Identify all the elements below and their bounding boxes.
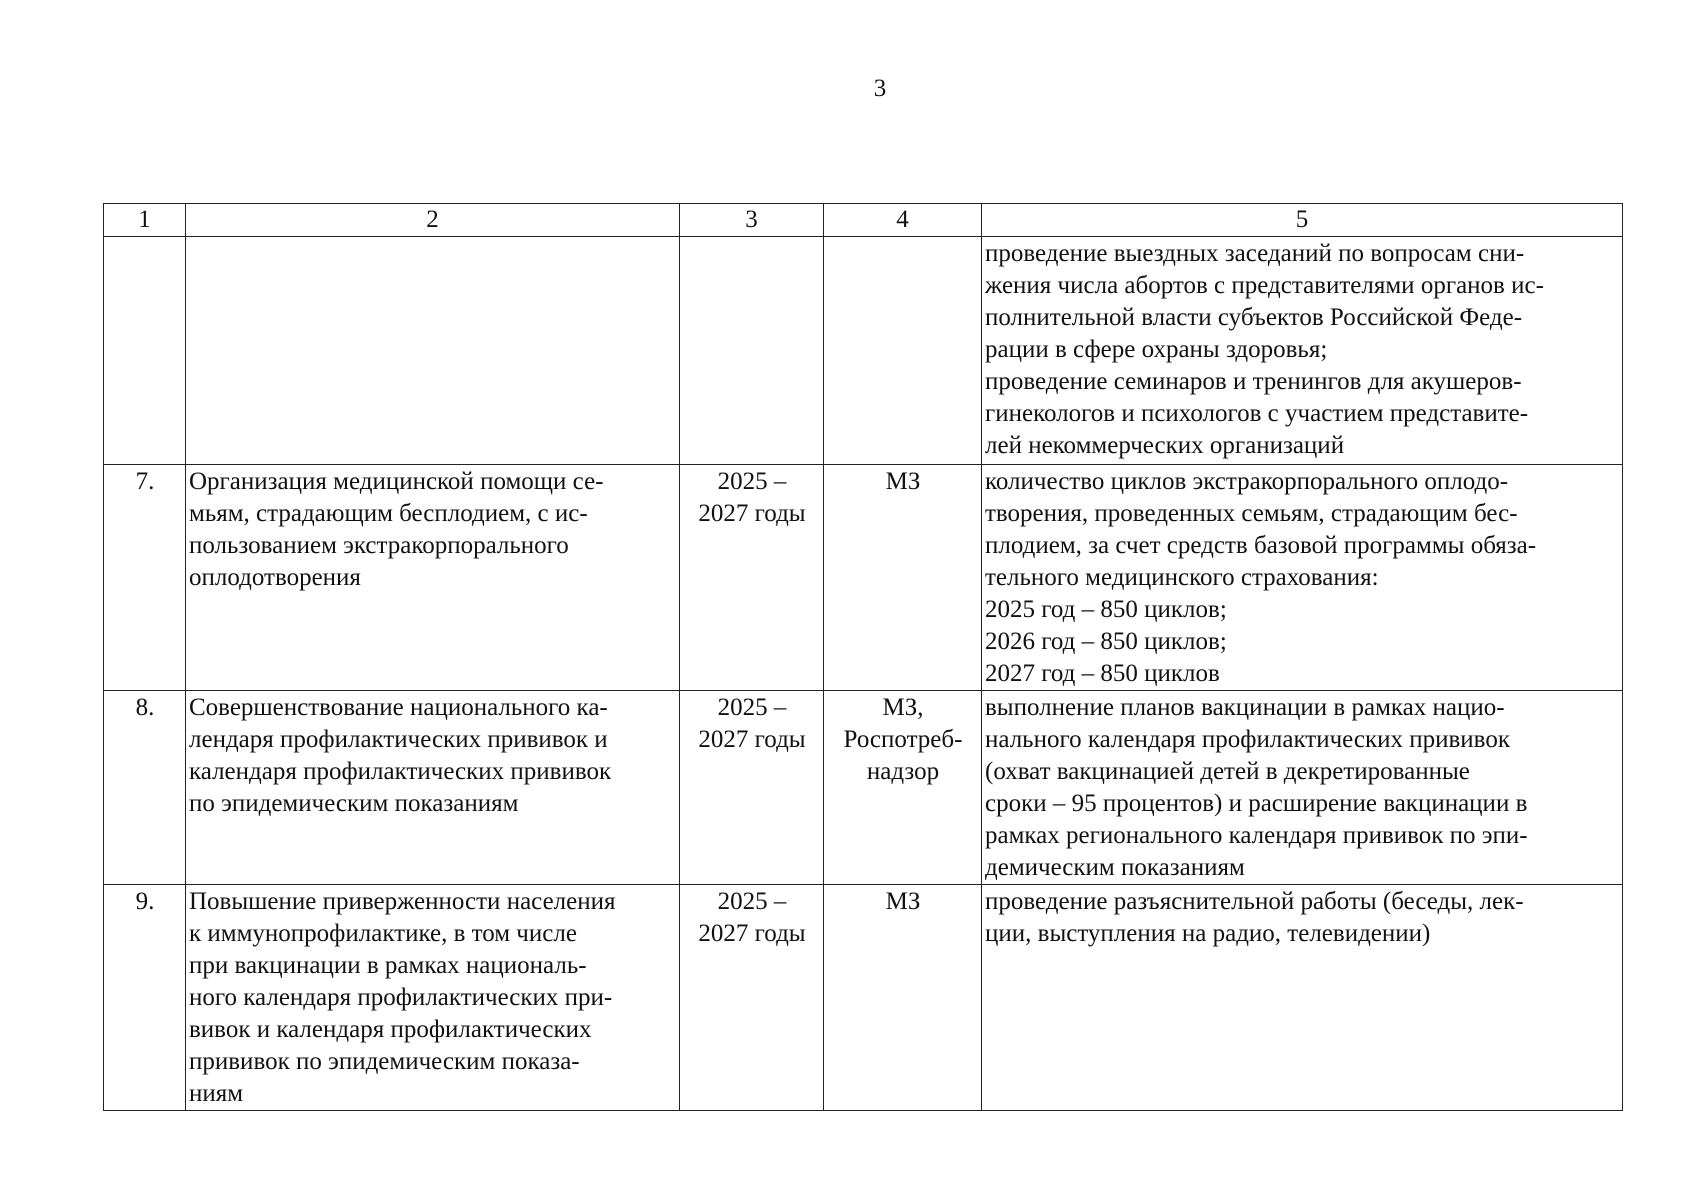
cell-measure [186, 237, 680, 465]
result-line: нального календаря профилактических прививок [985, 726, 1510, 753]
cell-num: 7. [104, 465, 186, 691]
responsible-line: надзор [866, 758, 940, 785]
period-line: 2027 годы [698, 726, 806, 753]
cell-responsible [824, 691, 982, 885]
result-line: плодием, за счет средств базовой программы обяза- [985, 532, 1537, 559]
result-line: проведение выездных заседаний по вопросам сни- [985, 240, 1525, 267]
measure-line: Совершенствование национального ка- [189, 694, 608, 721]
period-line: 2025 – [717, 694, 787, 721]
cell-result [982, 465, 1623, 691]
period-line: 2025 – [717, 468, 787, 495]
period-line: 2025 – [717, 888, 787, 915]
result-line: проведение разъяснительной работы (беседы, лек- [985, 888, 1524, 915]
page-number: 3 [873, 75, 887, 102]
activities-table [103, 203, 1623, 1111]
measure-line: Повышение приверженности населения [189, 888, 616, 915]
result-line: лей некоммерческих организаций [985, 432, 1345, 459]
cell-period [680, 465, 824, 691]
measure-line: ниям [189, 1080, 244, 1107]
column-header-3: 3 [680, 204, 824, 237]
responsible-line: Роспотреб- [843, 726, 963, 753]
cell-period [680, 885, 824, 1111]
responsible-line: МЗ [885, 468, 921, 495]
measure-line: календаря профилактических прививок [189, 758, 612, 785]
table-row [104, 885, 1623, 1111]
table-row-continuation [104, 237, 1623, 465]
result-line: проведение семинаров и тренингов для акушеров- [985, 368, 1522, 395]
result-line: ции, выступления на радио, телевидении) [985, 920, 1431, 947]
cell-period [680, 691, 824, 885]
measure-line: при вакцинации в рамках националь- [189, 952, 587, 979]
result-line: (охват вакцинацией детей в декретированные [985, 758, 1470, 785]
result-line: полнительной власти субъектов Российской Феде- [985, 304, 1523, 331]
result-line: гинекологов и психологов с участием представите- [985, 400, 1529, 427]
cell-measure [186, 691, 680, 885]
result-line: выполнение планов вакцинации в рамках нацио- [985, 694, 1505, 721]
result-line: 2025 год – 850 циклов; [985, 596, 1227, 623]
result-line: 2027 год – 850 циклов [985, 660, 1220, 687]
result-line: рации в сфере охраны здоровья; [985, 336, 1328, 363]
result-line: тельного медицинского страхования: [985, 564, 1379, 591]
column-header-1: 1 [104, 204, 186, 237]
cell-measure [186, 885, 680, 1111]
measure-line: прививок по эпидемическим показа- [189, 1048, 580, 1075]
responsible-line: МЗ, [882, 694, 924, 721]
cell-result [982, 237, 1623, 465]
measure-line: лендаря профилактических прививок и [189, 726, 608, 753]
measure-line: к иммунопрофилактике, в том числе [189, 920, 577, 947]
measure-line: ного календаря профилактических при- [189, 984, 613, 1011]
cell-result [982, 885, 1623, 1111]
cell-period [680, 237, 824, 465]
result-line: рамках регионального календаря прививок по эпи- [985, 822, 1528, 849]
column-header-4: 4 [824, 204, 982, 237]
measure-line: мьям, страдающим бесплодием, с ис- [189, 500, 588, 527]
measure-line: пользованием экстракорпорального [189, 532, 569, 559]
table-row [104, 465, 1623, 691]
cell-responsible [824, 465, 982, 691]
cell-result [982, 691, 1623, 885]
column-header-5: 5 [982, 204, 1623, 237]
measure-line: вивок и календаря профилактических [189, 1016, 592, 1043]
cell-responsible [824, 237, 982, 465]
result-line: творения, проведенных семьям, страдающим бес- [985, 500, 1518, 527]
result-line: демическим показаниям [985, 854, 1245, 881]
column-header-2: 2 [186, 204, 680, 237]
responsible-line: МЗ [885, 888, 921, 915]
cell-responsible [824, 885, 982, 1111]
cell-num: 9. [104, 885, 186, 1111]
result-line: сроки – 95 процентов) и расширение вакцинации в [985, 790, 1528, 817]
result-line: количество циклов экстракорпорального оплодо- [985, 468, 1509, 495]
cell-num [104, 237, 186, 465]
measure-line: по эпидемическим показаниям [189, 790, 519, 817]
table-row [104, 691, 1623, 885]
cell-measure [186, 465, 680, 691]
period-line: 2027 годы [698, 500, 806, 527]
measure-line: Организация медицинской помощи се- [189, 468, 604, 495]
result-line: 2026 год – 850 циклов; [985, 628, 1227, 655]
period-line: 2027 годы [698, 920, 806, 947]
result-line: жения числа абортов с представителями органов ис- [985, 272, 1544, 299]
cell-num: 8. [104, 691, 186, 885]
table-header-row [104, 204, 1623, 237]
measure-line: оплодотворения [189, 564, 361, 591]
